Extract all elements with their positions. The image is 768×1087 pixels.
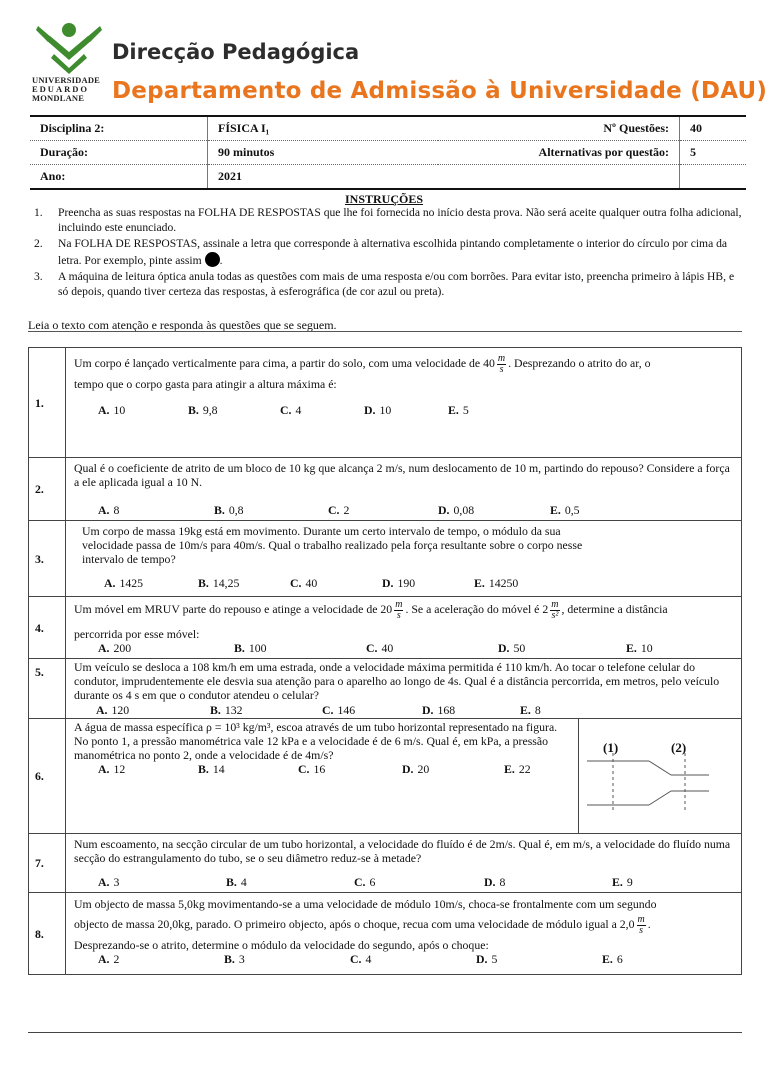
option-letter: C. — [328, 503, 340, 517]
question-row — [29, 659, 742, 719]
option-value: 146 — [337, 703, 356, 717]
option-value: 14250 — [488, 576, 519, 590]
option-letter: B. — [234, 641, 245, 655]
hands-emblem-icon — [32, 18, 106, 76]
university-line: UNIVERSIDADE — [32, 75, 101, 85]
option-letter: A. — [98, 641, 110, 655]
option-letter: C. — [280, 403, 292, 417]
question-row — [29, 348, 742, 458]
option-value: 1425 — [119, 576, 144, 590]
option-value: 14,25 — [212, 576, 240, 590]
question-row — [29, 834, 742, 893]
option-value: 6 — [369, 875, 376, 889]
option-value: 9,8 — [202, 403, 218, 417]
instruction-item — [34, 270, 744, 299]
option-letter: D. — [438, 503, 450, 517]
option-letter: C. — [366, 641, 378, 655]
options-row — [74, 503, 733, 517]
fraction-denominator: s² — [551, 610, 559, 621]
option-value: 8 — [499, 875, 506, 889]
option-letter: E. — [520, 703, 531, 717]
discipline-label: Disciplina 2: — [30, 116, 208, 141]
option-value: 2 — [113, 952, 120, 966]
question-text-part: . Se a aceleração do móvel é 2 — [405, 602, 549, 617]
options-row — [74, 641, 733, 655]
tube-figure — [579, 719, 742, 834]
question-text-part: Um corpo é lançado verticalmente para cima, a partir do solo, com uma velocidade de 40 — [74, 356, 495, 371]
option-letter: B. — [224, 952, 235, 966]
fraction-numerator: m — [395, 599, 403, 610]
instruction-number: 1. — [34, 206, 43, 219]
fraction-numerator: m — [497, 353, 506, 364]
question-text — [74, 600, 733, 621]
instruction-item — [34, 237, 744, 268]
question-number: 7. — [29, 834, 66, 893]
empty-cell — [680, 165, 747, 190]
instruction-item — [34, 206, 744, 235]
instructions-list — [34, 206, 744, 301]
instruction-number: 2. — [34, 237, 43, 250]
option-letter: A. — [96, 703, 108, 717]
option-letter: D. — [498, 641, 510, 655]
option-letter: E. — [448, 403, 459, 417]
option-value: 10 — [113, 403, 126, 417]
option-value: 190 — [397, 576, 416, 590]
option-value: 0,5 — [564, 503, 580, 517]
department-title: Departamento de Admissão à Universidade (DAU) — [112, 78, 768, 104]
question-number: 4. — [29, 597, 66, 659]
option-value: 40 — [305, 576, 318, 590]
option-letter: B. — [198, 576, 209, 590]
instruction-text: Preencha as suas respostas na FOLHA DE RESPOSTAS que lhe foi fornecida no início desta prova. Não será aceite qualquer outra folha adicional, incluindo este enunciado. — [58, 206, 742, 234]
option-value: 6 — [616, 952, 623, 966]
options-row — [74, 875, 733, 889]
instruction-text: A máquina de leitura óptica anula todas as questões com mais de uma resposta e/ou com borrões. Para evitar isto, preencha primeiro à lápis HB, e só depois, quando tiver certeza das respostas, à esferográfica (de cor azul ou preta). — [58, 270, 735, 298]
duration-value: 90 minutos — [208, 141, 439, 165]
option-letter: C. — [322, 703, 334, 717]
option-value: 100 — [248, 641, 267, 655]
question-row — [29, 719, 742, 834]
year-label: Ano: — [30, 165, 208, 190]
question-text-line: tempo que o corpo gasta para atingir a altura máxima é: — [74, 377, 337, 391]
option-value: 12 — [113, 762, 126, 776]
lead-text: Leia o texto com atenção e responda às questões que se seguem. — [28, 318, 337, 332]
option-value: 3 — [113, 875, 120, 889]
option-value: 9 — [626, 875, 633, 889]
question-text-part: objecto de massa 20,0kg, parado. O primeiro objecto, após o choque, recua com uma velocidade de módulo igual a 2,0 — [74, 917, 635, 932]
filled-circle-icon — [205, 252, 220, 267]
footer-divider — [28, 1032, 742, 1033]
option-value: 10 — [379, 403, 392, 417]
option-value: 5 — [491, 952, 498, 966]
options-row — [74, 762, 570, 776]
option-letter: D. — [402, 762, 414, 776]
option-letter: B. — [214, 503, 225, 517]
option-value: 0,8 — [228, 503, 244, 517]
option-value: 200 — [113, 641, 132, 655]
option-value: 120 — [111, 703, 130, 717]
exam-info-table — [30, 115, 746, 190]
option-value: 8 — [113, 503, 120, 517]
pipe-diagram-icon — [579, 739, 729, 829]
alternatives-value: 5 — [680, 141, 747, 165]
question-number: 1. — [29, 348, 66, 458]
instruction-number: 3. — [34, 270, 43, 283]
option-letter: E. — [602, 952, 613, 966]
question-text: Num escoamento, na secção circular de um tubo horizontal, a velocidade do fluído é de 2m/s. Qual é, em m/s, a velocidade do fluído numa secção do estrangulamento do tubo, se o seu diâmetro reduz-se à metade? — [74, 837, 731, 865]
option-letter: A. — [98, 403, 110, 417]
page-header — [28, 18, 768, 110]
question-row — [29, 458, 742, 521]
option-letter: E. — [612, 875, 623, 889]
option-letter: C. — [290, 576, 302, 590]
question-row — [29, 597, 742, 659]
option-value: 50 — [513, 641, 526, 655]
fraction-denominator: s — [396, 610, 401, 621]
questions-label: Nº Questões: — [438, 116, 680, 141]
question-text — [74, 915, 733, 936]
options-row — [82, 576, 733, 590]
question-number: 3. — [29, 521, 66, 597]
option-value: 14 — [212, 762, 225, 776]
option-letter: E. — [504, 762, 515, 776]
fraction — [550, 600, 559, 621]
option-value: 2 — [343, 503, 350, 517]
option-letter: A. — [98, 762, 110, 776]
discipline-value: FÍSICA I₁ — [208, 116, 439, 141]
option-value: 22 — [518, 762, 531, 776]
divider — [28, 331, 742, 332]
option-value: 10 — [640, 641, 653, 655]
instruction-suffix: . — [219, 253, 223, 267]
university-line: MONDLANE — [32, 93, 85, 103]
question-text-part: . — [647, 917, 651, 932]
fraction — [497, 354, 506, 375]
option-letter: E. — [474, 576, 485, 590]
option-letter: B. — [198, 762, 209, 776]
alternatives-label: Alternativas por questão: — [438, 141, 680, 165]
options-row — [74, 952, 733, 966]
option-letter: D. — [382, 576, 394, 590]
question-text: A água de massa específica ρ = 10³ kg/m³, escoa através de um tubo horizontal representado na figura. No ponto 1, a pressão manométrica vale 12 kPa e a velocidade é de 6 m/s. Qual é, em kPa, a pressão manométrica no ponto 2, onde a velocidade é de 4m/s? — [74, 720, 558, 762]
option-value: 5 — [462, 403, 469, 417]
question-text: Um veículo se desloca a 108 km/h em uma estrada, onde a velocidade máxima permitida é 110 km/h. Ao tocar o telefone celular do condutor, imprudentemente ele desvia sua atenção para o aparelho ao longo de 4s. Qual é a distância percorrida, em metros, pelo veículo durante os 4 s em que o condutor atendeu o celular? — [74, 660, 720, 702]
option-letter: C. — [298, 762, 310, 776]
option-letter: C. — [354, 875, 366, 889]
question-text-line: Desprezando-se o atrito, determine o módulo da velocidade do segundo, após o choque: — [74, 938, 489, 952]
direction-title: Direcção Pedagógica — [112, 40, 360, 64]
empty-cell — [438, 165, 680, 190]
options-row — [74, 403, 733, 417]
option-letter: D. — [422, 703, 434, 717]
question-text-line: percorrida por esse móvel: — [74, 627, 200, 641]
options-row — [74, 703, 733, 717]
question-number: 2. — [29, 458, 66, 521]
option-value: 20 — [417, 762, 430, 776]
point-1-label: (1) — [603, 740, 619, 755]
option-letter: E. — [626, 641, 637, 655]
option-value: 4 — [240, 875, 247, 889]
question-number: 5. — [29, 659, 66, 719]
fraction-numerator: m — [637, 914, 645, 925]
fraction-denominator: s — [639, 925, 644, 936]
option-letter: D. — [476, 952, 488, 966]
option-letter: D. — [364, 403, 376, 417]
instructions-title: INSTRUÇÕES — [344, 192, 424, 206]
university-line: EDUARDO — [32, 84, 89, 94]
option-value: 168 — [437, 703, 456, 717]
duration-label: Duração: — [30, 141, 208, 165]
option-letter: C. — [350, 952, 362, 966]
question-row — [29, 521, 742, 597]
option-letter: B. — [226, 875, 237, 889]
option-letter: A. — [98, 503, 110, 517]
question-text: Qual é o coeficiente de atrito de um bloco de 10 kg que alcança 2 m/s, num deslocamento de 10 m, partindo do repouso? Considere a força a ele aplicada igual a 10 N. — [74, 461, 730, 489]
question-text — [74, 354, 733, 375]
point-2-label: (2) — [671, 740, 687, 755]
option-value: 40 — [381, 641, 394, 655]
year-value: 2021 — [208, 165, 439, 190]
option-letter: E. — [550, 503, 561, 517]
questions-value: 40 — [680, 116, 747, 141]
option-value: 4 — [365, 952, 372, 966]
option-value: 8 — [534, 703, 541, 717]
question-row — [29, 893, 742, 975]
option-value: 4 — [295, 403, 302, 417]
fraction — [637, 915, 646, 936]
option-value: 16 — [313, 762, 326, 776]
option-letter: B. — [210, 703, 221, 717]
question-text-part: Um móvel em MRUV parte do repouso e atinge a velocidade de 20 — [74, 602, 393, 617]
option-value: 132 — [224, 703, 243, 717]
question-text-part: . Desprezando o atrito do ar, o — [508, 356, 651, 371]
option-letter: A. — [98, 952, 110, 966]
question-text-line: Um objecto de massa 5,0kg movimentando-se a uma velocidade de módulo 10m/s, choca-se frontalmente com um segundo — [74, 897, 657, 911]
instruction-text: Na FOLHA DE RESPOSTAS, assinale a letra que corresponde à alternativa escolhida pintando completamente o interior do círculo por cima da letra. Por exemplo, pinte assim — [58, 237, 728, 267]
fraction — [394, 600, 403, 621]
question-text: Um corpo de massa 19kg está em movimento. Durante um certo intervalo de tempo, o módulo da sua velocidade passa de 10m/s para 40m/s. Qual o trabalho realizado pela força resultante sobre o corpo nesse intervalo de tempo? — [82, 524, 583, 566]
option-letter: A. — [104, 576, 116, 590]
fraction-numerator: m — [551, 599, 559, 610]
fraction-denominator: s — [499, 364, 504, 375]
option-value: 0,08 — [453, 503, 475, 517]
questions-table — [28, 347, 742, 975]
university-logo — [32, 18, 106, 108]
option-letter: B. — [188, 403, 199, 417]
question-text-part: , determine a distância — [561, 602, 668, 617]
option-letter: A. — [98, 875, 110, 889]
option-letter: D. — [484, 875, 496, 889]
question-number: 8. — [29, 893, 66, 975]
question-number: 6. — [29, 719, 66, 834]
option-value: 3 — [238, 952, 245, 966]
